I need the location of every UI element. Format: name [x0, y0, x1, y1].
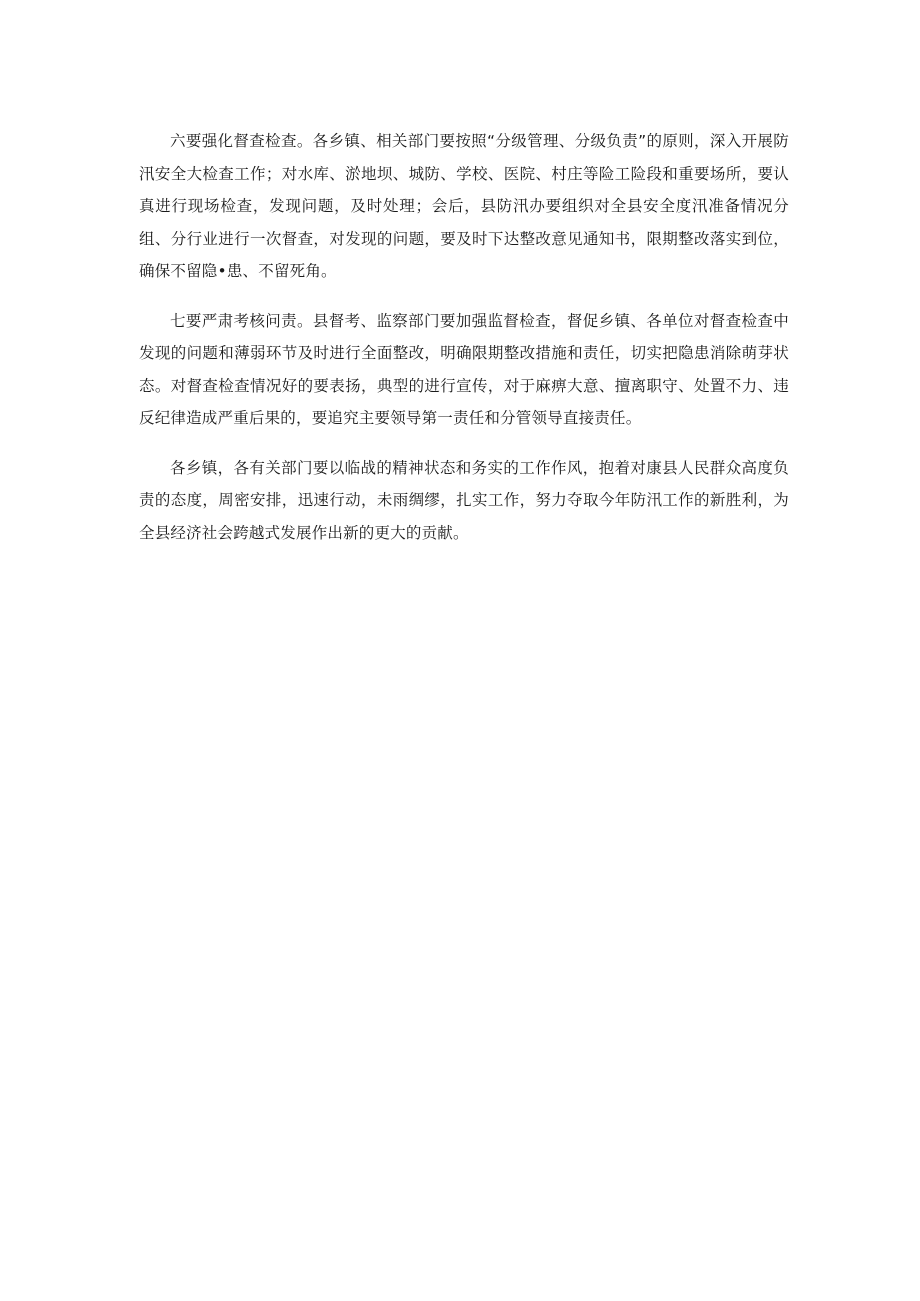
paragraph-accountability: 七要严肃考核问责。县督考、监察部门要加强监督检查，督促乡镇、各单位对督查检查中发现的问题和薄弱环节及时进行全面整改，明确限期整改措施和责任，切实把隐患消除萌芽状态。对督查检查情况好的要表扬，典型的进行宣传，对于麻痹大意、擅离职守、处置不力、违反纪律造成严重后果的，要追究主要领导第一责任和分管领导直接责任。	[139, 311, 789, 427]
paragraph-inspection: 六要强化督查检查。各乡镇、相关部门要按照“分级管理、分级负责”的原则，深入开展防汛安全大检查工作；对水库、淤地坝、城防、学校、医院、村庄等险工险段和重要场所，要认真进行现场检查，发现问题，及时处理；会后，县防汛办要组织对全县安全度汛准备情况分组、分行业进行一次督查，对发现的问题，要及时下达整改意见通知书，限期整改落实到位，确保不留隐•患、不留死角。	[139, 132, 789, 280]
paragraph-conclusion: 各乡镇，各有关部门要以临战的精神状态和务实的工作作风，抱着对康县人民群众高度负责的态度，周密安排，迅速行动，未雨绸缪，扎实工作，努力夺取今年防汛工作的新胜利，为全县经济社会跨越式发展作出新的更大的贡献。	[139, 458, 789, 542]
document-body	[139, 125, 789, 566]
